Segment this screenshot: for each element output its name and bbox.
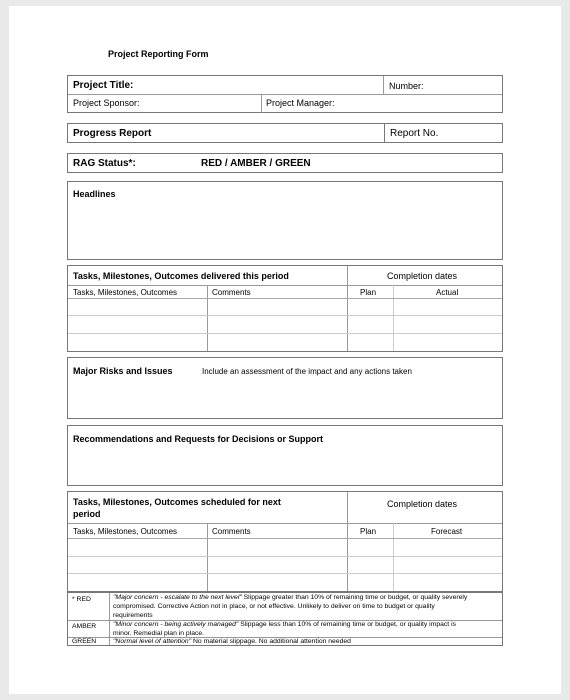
scheduled-col-comments: Comments (212, 527, 251, 536)
progress-report-section (67, 123, 503, 143)
scheduled-col-plan: Plan (360, 527, 377, 536)
legend-red-label: * RED (72, 596, 91, 603)
risks-note: Include an assessment of the impact and any actions taken (202, 367, 412, 376)
scheduled-table (67, 491, 503, 592)
scheduled-completion-label: Completion dates (387, 499, 458, 509)
delivered-col-tasks: Tasks, Milestones, Outcomes (73, 288, 178, 297)
scheduled-title-line2: period (73, 509, 101, 519)
legend-amber-label: AMBER (72, 623, 97, 630)
rag-status-section (67, 153, 503, 173)
delivered-col-actual: Actual (436, 288, 459, 297)
progress-report-label: Progress Report (73, 128, 152, 139)
legend-green-text: "Normal level of attention" No material slippage. No additional attention needed (113, 638, 351, 645)
sponsor-label: Project Sponsor: (73, 98, 140, 108)
form-page (9, 6, 561, 694)
scheduled-col-forecast: Forecast (431, 527, 463, 536)
headlines-label: Headlines (73, 189, 116, 199)
risks-label: Major Risks and Issues (73, 366, 173, 376)
number-label: Number: (389, 81, 424, 91)
rag-legend (67, 592, 503, 646)
delivered-title: Tasks, Milestones, Outcomes delivered this period (73, 271, 289, 281)
scheduled-col-tasks: Tasks, Milestones, Outcomes (73, 527, 178, 536)
delivered-table (67, 265, 503, 352)
manager-label: Project Manager: (266, 98, 335, 108)
recommendations-label: Recommendations and Requests for Decisions or Support (73, 434, 324, 444)
form-title: Project Reporting Form (108, 49, 209, 59)
delivered-col-comments: Comments (212, 288, 251, 297)
rag-status-label: RAG Status*: (73, 158, 136, 169)
legend-red-text: "Major concern - escalate to the next level" Slippage greater than 10% of remaining time or budget, or quality severely compromised. Corrective Action not in place, or not effective. Unlikely to deliver on time to budget or quality requirements (113, 594, 468, 619)
project-title-label: Project Title: (73, 80, 134, 91)
risks-section (67, 357, 503, 419)
recommendations-section (67, 425, 503, 486)
delivered-completion-label: Completion dates (387, 271, 458, 281)
rag-status-value: RED / AMBER / GREEN (201, 158, 311, 169)
headlines-section (67, 181, 503, 260)
delivered-col-plan: Plan (360, 288, 377, 297)
project-info-section (67, 75, 503, 113)
report-no-label: Report No. (390, 128, 439, 139)
scheduled-title-line1: Tasks, Milestones, Outcomes scheduled for next (73, 497, 281, 507)
legend-green-label: GREEN (72, 638, 97, 645)
legend-amber-text: "Minor concern - being actively managed" Slippage less than 10% of remaining time or budget, or quality impact is minor. Remedial plan in place. (113, 621, 456, 637)
